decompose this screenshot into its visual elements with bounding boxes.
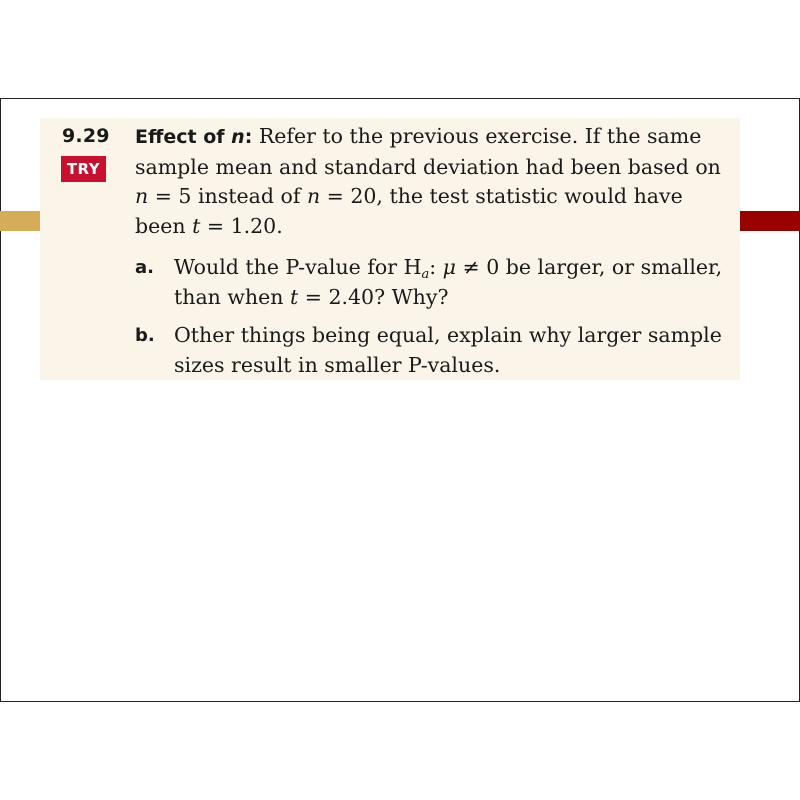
part-b-text: Other things being equal, explain why larger sample sizes result in smaller P-values.: [174, 323, 722, 377]
part-a: [135, 253, 735, 312]
intro-text-2: = 5 instead of: [148, 184, 307, 208]
heading-variable: n: [231, 126, 245, 148]
heading-prefix: Effect of: [135, 126, 232, 148]
part-a-text: [174, 253, 735, 312]
heading-colon: :: [244, 126, 253, 148]
t-variable-1: t: [192, 213, 201, 238]
exercise-parts: [135, 253, 735, 389]
part-b-label: b.: [135, 325, 155, 346]
accent-bar-left: [0, 211, 41, 231]
exercise-intro: [135, 122, 735, 241]
part-b: [135, 321, 735, 380]
intro-text-3: = 20, the test statistic would have been: [135, 184, 683, 238]
exercise-number: 9.29: [62, 125, 110, 147]
t-variable-2: t: [289, 284, 299, 309]
part-a-text-2: :: [429, 255, 443, 279]
part-a-text-4: = 2.40? Why?: [298, 284, 449, 309]
alt-hypothesis-subscript: a: [421, 267, 430, 282]
intro-text-1: Refer to the previous exercise. If the same sample mean and standard deviation had been based on: [135, 124, 721, 179]
n-variable-1: n: [135, 184, 149, 208]
try-badge: TRY: [61, 156, 106, 182]
exercise-panel: [40, 118, 740, 380]
n-variable-2: n: [306, 184, 321, 208]
part-a-label: a.: [135, 257, 154, 278]
mu-symbol: μ: [442, 255, 456, 279]
part-a-text-1: Would the P-value for H: [174, 255, 422, 279]
exercise-heading: [135, 126, 252, 148]
intro-text-4: = 1.20.: [200, 213, 283, 238]
accent-bar-right: [740, 211, 800, 231]
part-a-text-3: ≠ 0 be larger, or smaller, than when: [174, 255, 723, 309]
